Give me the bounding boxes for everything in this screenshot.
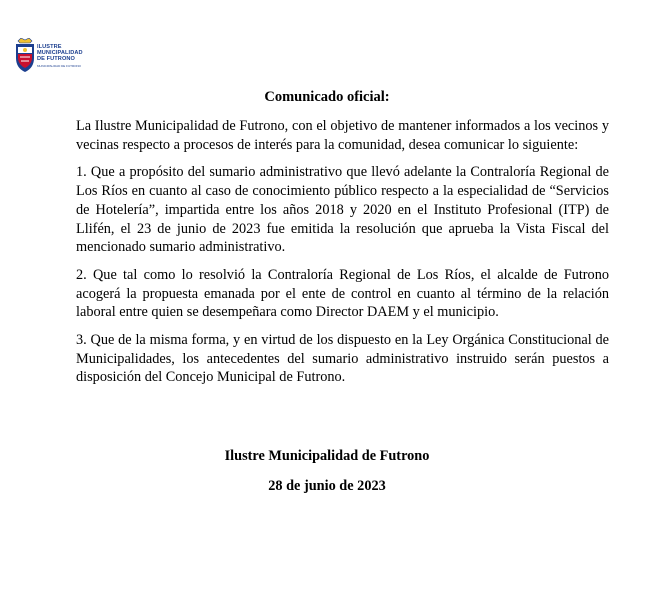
point-2-paragraph: 2. Que tal como lo resolvió la Contraloría Regional de Los Ríos, el alcalde de Futrono acogerá la propuesta emanada por el ente de control en cuanto al término de la relación laboral entre quien se desempeñara como Director DAEM y el municipio. — [76, 266, 609, 321]
logo-subtext: MUNICIPALIDAD DE FUTRONO — [37, 64, 81, 68]
logo-wordmark — [37, 45, 83, 62]
intro-paragraph: La Ilustre Municipalidad de Futrono, con el objetivo de mantener informados a los vecinos y vecinas respecto a procesos de interés para la comunidad, desea comunicar lo siguiente: — [76, 118, 609, 153]
logo-line: MUNICIPALIDAD — [37, 49, 83, 56]
municipal-logo — [14, 36, 124, 76]
document-date: 28 de junio de 2023 — [268, 478, 386, 494]
document-body — [76, 117, 609, 396]
municipal-shield-icon — [14, 38, 36, 74]
point-3-paragraph: 3. Que de la misma forma, y en virtud de los dispuesto en la Ley Orgánica Constitucional de Municipalidades, los antecedentes del sumario administrativo instruido serán puestos a disposición del Concejo Municipal de Futrono. — [76, 332, 609, 386]
point-1-paragraph: 1. Que a propósito del sumario administrativo que llevó adelante la Contraloría Regional de Los Ríos en cuanto al caso de conocimiento público respecto a la especialidad de “Servicios de Hotelería”, impartida entre los años 2018 y 2020 en el Instituto Profesional (ITP) de Llifén, el 23 de junio de 2023 fue emitida la resolución que aprueba la Vista Fiscal del mencionado sumario administrativo. — [76, 164, 609, 256]
document-heading: Comunicado oficial: — [264, 89, 390, 105]
signature: Ilustre Municipalidad de Futrono — [224, 448, 430, 464]
logo-line: ILUSTRE — [37, 44, 62, 50]
logo-line: DE FUTRONO — [37, 55, 75, 62]
